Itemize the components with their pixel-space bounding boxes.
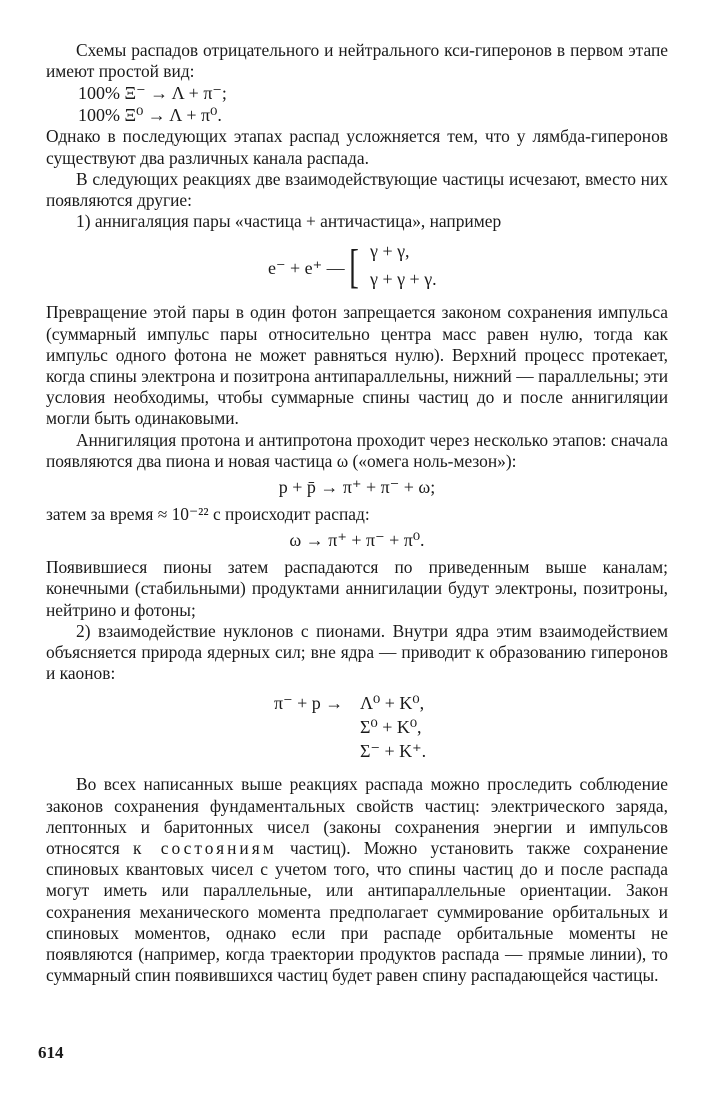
pion-branch-3: Σ⁻ + K⁺.: [360, 741, 427, 762]
paragraph-text: Во всех написанных выше реакциях распада можно проследить соблюдение законов сохранения фундаментальных свойств частиц: электрического заряда, лептонных и баритонных чисел (законы сохранения энергии и импульсов относятся: [46, 774, 668, 859]
paragraph: 2) взаимодействие нуклонов с пионами. Внутри ядра этим взаимодействием объясняется природа ядерных сил; вне ядра — приводит к образованию гиперонов и каонов:: [46, 620, 668, 684]
equation-xi-minus: 100% Ξ⁻ → Λ + π⁻;: [78, 83, 227, 104]
equation-xi-zero: 100% Ξ⁰ → Λ + π⁰.: [78, 105, 222, 126]
pion-branch-2: Σ⁰ + K⁰,: [360, 717, 422, 738]
paragraph: затем за время ≈ 10⁻²² с происходит распад:: [46, 504, 370, 525]
paragraph: 1) аннигаляция пары «частица + античастица», например: [76, 211, 502, 232]
annihilation-branch-1: γ + γ,: [370, 241, 410, 262]
annihilation-branch-2: γ + γ + γ.: [370, 269, 437, 290]
paragraph: Аннигиляция протона и антипротона проходит через несколько этапов: сначала появляются два пиона и новая частица ω («омега ноль-мезон»):: [46, 429, 668, 471]
annihilation-equation: [46, 238, 668, 296]
paragraph: Превращение этой пары в один фотон запрещается законом сохранения импульса (суммарный импульс пары относительно центра масс равен нулю, тогда как импульс одного фотона не может равняться нулю). Верхний процесс протекает, когда спины электрона и позитрона антипараллельны, нижний — параллельны; эти условия необходимы, чтобы суммарные спины частиц до и после аннигиляции могли быть одинаковыми.: [46, 302, 668, 429]
annihilation-lhs: e⁻ + e⁺ —: [268, 258, 345, 279]
paragraph: [46, 774, 668, 986]
pion-nucleon-equation: [46, 690, 668, 762]
paragraph: Схемы распадов отрицательного и нейтрального кси-гиперонов в первом этапе имеют простой вид:: [46, 40, 668, 82]
equation-ppbar: p + p̄ → π⁺ + π⁻ + ω;: [278, 477, 436, 498]
paragraph: В следующих реакциях две взаимодействующие частицы исчезают, вместо них появляются другие:: [46, 168, 668, 211]
emphasized-text: к состояниям: [133, 838, 277, 859]
paragraph-text: частиц). Можно установить также сохранение спиновых квантовых чисел с учетом того, что спины частиц до и после распада могут иметь или параллельные, или антипараллельные ориентации. Закон сохранения механического момента предполагает суммирование орбитальных и спиновых моментов, однако если при распаде орбитальные моменты не появляются (например, когда траектории продуктов распада — прямые линии), то суммарный спин появившихся частиц будет равен спину распадающейся частицы.: [46, 838, 668, 986]
paragraph: Однако в последующих этапах распад усложняется тем, что у лямбда-гиперонов существуют два различных канала распада.: [46, 126, 668, 168]
paragraph: Появившиеся пионы затем распадаются по приведенным выше каналам; конечными (стабильными) продуктами аннигилации будут электроны, позитроны, нейтрино и фотоны;: [46, 557, 668, 620]
equation-omega: ω → π⁺ + π⁻ + π⁰.: [289, 530, 425, 551]
pion-branch-1: Λ⁰ + K⁰,: [360, 693, 425, 714]
page-body: [46, 40, 668, 987]
left-bracket-icon: [: [349, 240, 359, 294]
page-number: 614: [38, 1043, 64, 1062]
pion-lhs: π⁻ + p →: [274, 693, 344, 714]
